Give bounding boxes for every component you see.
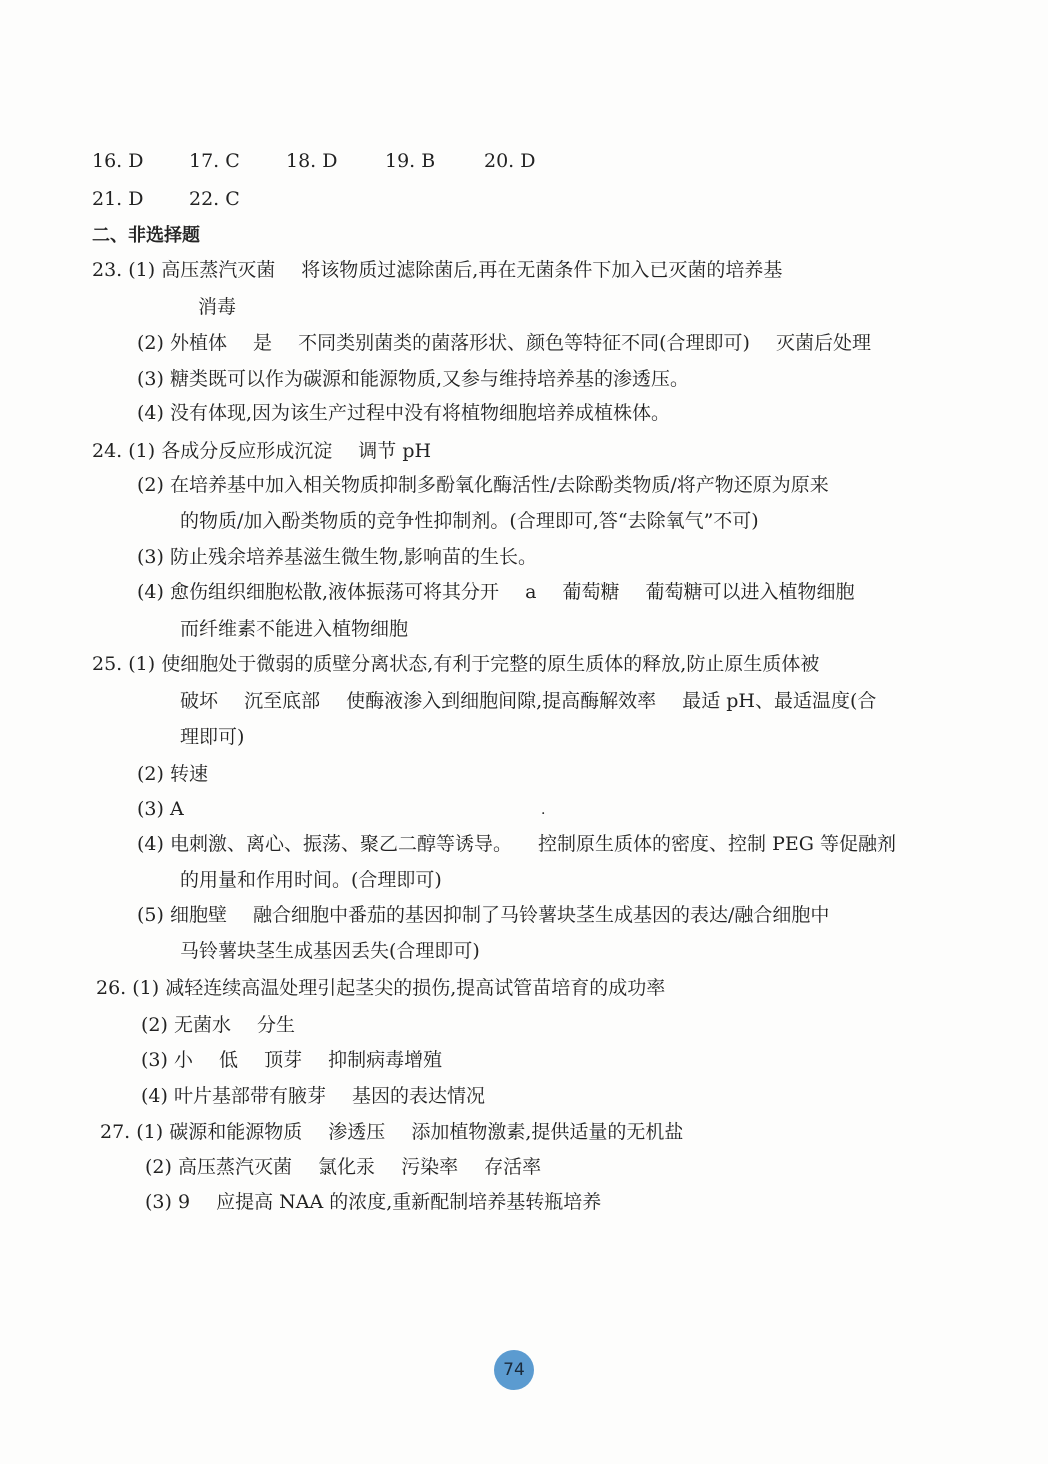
q24-number: 24. <box>92 440 123 462</box>
page-number: 74 <box>503 1360 525 1380</box>
q24-p2-label: (2) <box>137 474 164 496</box>
q24-p2-line2: 的物质/加入酚类物质的竞争性抑制剂。(合理即可,答“去除氧气”不可) <box>180 510 759 532</box>
q23-p2-b: 是 <box>253 332 273 354</box>
q23-p3-label: (3) <box>137 368 164 390</box>
q25-p2-text: 转速 <box>169 763 208 785</box>
q26-p2-a: 无菌水 <box>173 1014 231 1036</box>
q23-p3-text: 糖类既可以作为碳源和能源物质,又参与维持培养基的渗透压。 <box>169 368 690 390</box>
answer-21: 21. D <box>92 188 144 210</box>
q24-p1-label: (1) <box>128 440 156 462</box>
q26-p3-a: 小 <box>173 1049 193 1071</box>
q24-p2-line1: 在培养基中加入相关物质抑制多酚氧化酶活性/去除酚类物质/将产物还原为原来 <box>169 474 829 496</box>
q23-p2-a: 外植体 <box>169 332 227 354</box>
q24-p4-c: 葡萄糖 <box>562 581 620 603</box>
q27-p3 <box>145 1190 601 1214</box>
q25-p3 <box>137 797 184 821</box>
q27-p3-b: 应提高 NAA 的浓度,重新配制培养基转瓶培养 <box>216 1191 602 1213</box>
q26-p3-label: (3) <box>141 1049 168 1071</box>
q27-p1-b: 渗透压 <box>328 1121 386 1143</box>
q25-p5-a: 细胞壁 <box>169 904 227 926</box>
q26-line1 <box>96 976 665 1000</box>
q24-p1-b: 调节 pH <box>358 440 432 462</box>
q25-p1-l2-d: 最适 pH、最适温度(合 <box>682 690 877 712</box>
section-title: 二、非选择题 <box>92 225 200 246</box>
q26-p4-label: (4) <box>141 1085 168 1107</box>
q26-p4-b: 基因的表达情况 <box>352 1085 486 1107</box>
q25-p4 <box>137 832 896 856</box>
q25-p1-label: (1) <box>128 653 156 675</box>
q24-p1-a: 各成分反应形成沉淀 <box>161 440 333 462</box>
q26-p1-text: 减轻连续高温处理引起茎尖的损伤,提高试管苗培育的成功率 <box>165 977 666 999</box>
q27-p2-a: 高压蒸汽灭菌 <box>177 1156 292 1178</box>
answer-22: 22. C <box>189 188 240 210</box>
q23-p2-d: 灭菌后处理 <box>775 332 871 354</box>
q23-p4 <box>137 401 670 425</box>
q25-p4-line2: 的用量和作用时间。(合理即可) <box>180 869 442 891</box>
q25-p1-line1: 使细胞处于微弱的质壁分离状态,有利于完整的原生质体的释放,防止原生质体被 <box>161 653 820 675</box>
q27-p2-b: 氯化汞 <box>318 1156 376 1178</box>
q25-p5-label: (5) <box>137 904 164 926</box>
page-number-badge <box>494 1350 534 1390</box>
q27-p2-d: 存活率 <box>484 1156 542 1178</box>
q26-p2 <box>141 1013 295 1037</box>
q25-p4-label: (4) <box>137 833 164 855</box>
q23-p1-b: 将该物质过滤除菌后,再在无菌条件下加入已灭菌的培养基 <box>301 259 783 281</box>
q25-p1-l2-b: 沉至底部 <box>244 690 321 712</box>
q24-p3-label: (3) <box>137 546 164 568</box>
answer-18: 18. D <box>286 150 338 172</box>
stray-dot: · <box>541 806 546 822</box>
q26-p3-b: 低 <box>219 1049 239 1071</box>
q25-p5 <box>137 903 829 927</box>
q25-p5-line2: 马铃薯块茎生成基因丢失(合理即可) <box>180 940 480 962</box>
q24-p4 <box>137 580 855 604</box>
q25-p4-a: 电刺激、离心、振荡、聚乙二醇等诱导。 <box>169 833 512 855</box>
q24-p4-label: (4) <box>137 581 164 603</box>
q24-p4-d: 葡萄糖可以进入植物细胞 <box>645 581 855 603</box>
q24-p3 <box>137 545 537 569</box>
q26-p3-d: 抑制病毒增殖 <box>328 1049 443 1071</box>
q25-p2 <box>137 762 208 786</box>
q27-p3-label: (3) <box>145 1191 172 1213</box>
q23-p2 <box>137 331 871 355</box>
q23-p4-label: (4) <box>137 402 164 424</box>
q25-p1-l2-a: 破坏 <box>180 690 219 712</box>
q27-p2-label: (2) <box>145 1156 172 1178</box>
q26-p4-a: 叶片基部带有腋芽 <box>173 1085 326 1107</box>
q23-p1-a: 高压蒸汽灭菌 <box>161 259 276 281</box>
q23-line1 <box>92 258 782 282</box>
q27-p1-a: 碳源和能源物质 <box>169 1121 303 1143</box>
q25-p2-label: (2) <box>137 763 164 785</box>
q26-p3 <box>141 1048 442 1072</box>
q23-p2-label: (2) <box>137 332 164 354</box>
q24-p4-line2: 而纤维素不能进入植物细胞 <box>180 618 409 640</box>
q25-line1 <box>92 652 819 676</box>
answer-16: 16. D <box>92 150 144 172</box>
q26-number: 26. <box>96 977 127 999</box>
q27-p2-c: 污染率 <box>401 1156 459 1178</box>
q23-number: 23. <box>92 259 123 281</box>
q27-number: 27. <box>100 1121 131 1143</box>
q25-p1-line3: 理即可) <box>180 726 245 748</box>
q25-number: 25. <box>92 653 123 675</box>
answer-20: 20. D <box>484 150 536 172</box>
q23-p3 <box>137 367 689 391</box>
q23-p4-text: 没有体现,因为该生产过程中没有将植物细胞培养成植株体。 <box>169 402 671 424</box>
q25-p4-b: 控制原生质体的密度、控制 PEG 等促融剂 <box>538 833 896 855</box>
q25-p3-label: (3) <box>137 798 164 820</box>
q24-p2 <box>137 473 829 497</box>
q27-line1 <box>100 1120 683 1144</box>
q27-p1-label: (1) <box>136 1121 164 1143</box>
q24-p4-b: a <box>525 581 537 603</box>
q26-p4 <box>141 1084 485 1108</box>
q23-p1-label: (1) <box>128 259 156 281</box>
q26-p2-label: (2) <box>141 1014 168 1036</box>
q23-p2-c: 不同类别菌类的菌落形状、颜色等特征不同(合理即可) <box>298 332 750 354</box>
q25-p5-b: 融合细胞中番茄的基因抑制了马铃薯块茎生成基因的表达/融合细胞中 <box>253 904 830 926</box>
q25-p1-line2 <box>180 689 876 713</box>
answer-19: 19. B <box>385 150 436 172</box>
answer-17: 17. C <box>189 150 240 172</box>
q27-p1-c: 添加植物激素,提供适量的无机盐 <box>411 1121 684 1143</box>
q24-p4-a: 愈伤组织细胞松散,液体振荡可将其分开 <box>169 581 500 603</box>
q24-p3-text: 防止残余培养基滋生微生物,影响苗的生长。 <box>169 546 538 568</box>
q27-p2 <box>145 1155 541 1179</box>
q26-p1-label: (1) <box>132 977 160 999</box>
q27-p3-a: 9 <box>177 1191 191 1213</box>
q26-p3-c: 顶芽 <box>264 1049 303 1071</box>
q24-line1 <box>92 439 431 463</box>
q23-p1-c: 消毒 <box>198 296 237 318</box>
q26-p2-b: 分生 <box>257 1014 296 1036</box>
q25-p3-text: A <box>169 798 184 820</box>
q25-p1-l2-c: 使酶液渗入到细胞间隙,提高酶解效率 <box>346 690 657 712</box>
